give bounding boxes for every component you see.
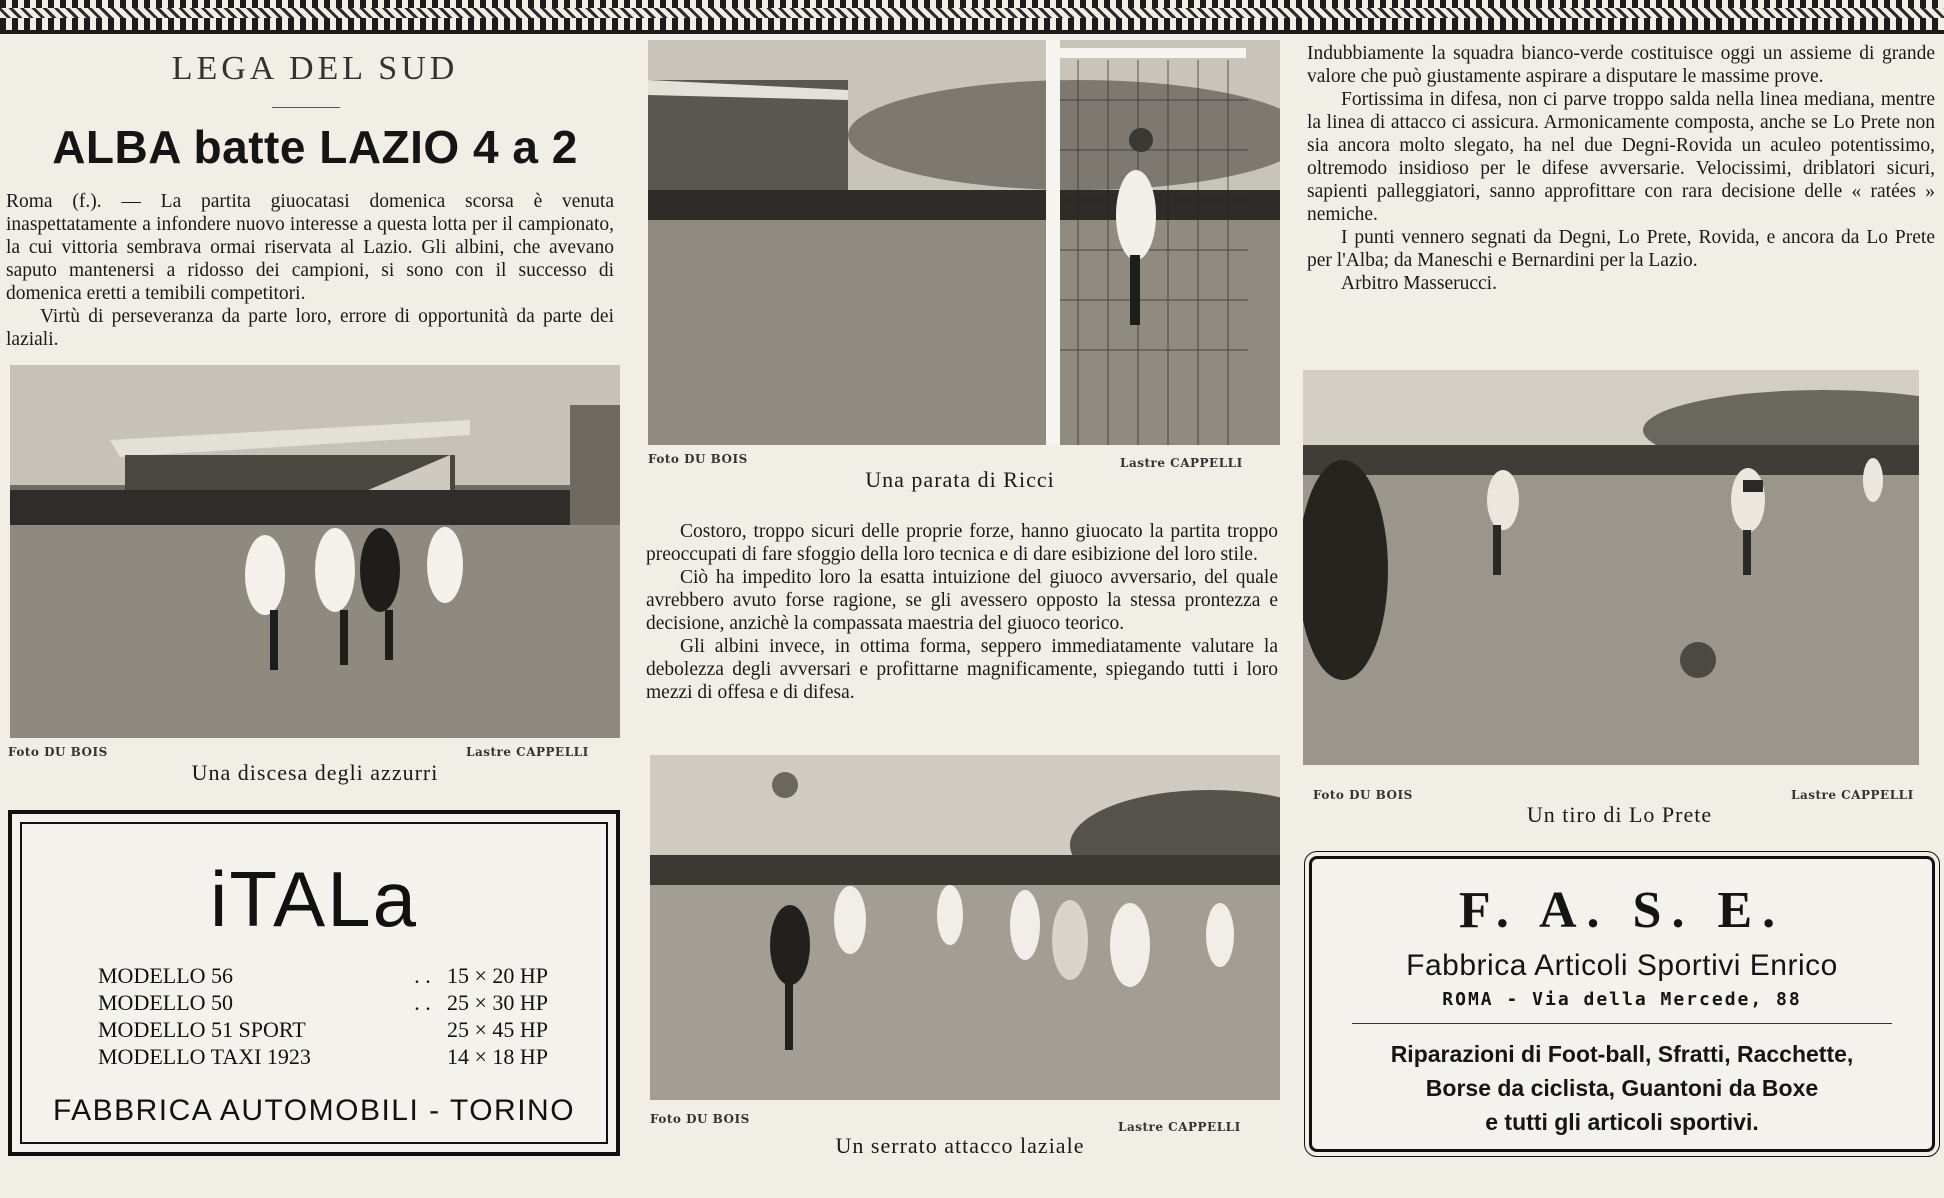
photo-attacco-laziale (650, 755, 1280, 1100)
article-paragraph: Indubbiamente la squadra bianco-verde costituisce oggi un assieme di grande valore che può giustamente aspirare a disputare le massime prove. (1307, 43, 1935, 87)
fase-line: e tutti gli articoli sportivi. (1485, 1109, 1759, 1135)
model-name: MODELLO 50 (98, 990, 234, 1015)
photo-caption: Una discesa degli azzurri (191, 760, 439, 785)
photo-credit: Lastre CAPPELLI (1120, 456, 1243, 470)
model-power: 25 × 30 HP (446, 990, 548, 1015)
model-row (98, 1043, 548, 1070)
photo-credit: Foto DU BOIS (8, 745, 108, 759)
article-paragraph: I punti vennero segnati da Degni, Lo Prete, Rovida, e ancora da Lo Prete per l'Alba; da Maneschi e Bernardini per la Lazio. (1307, 227, 1935, 271)
article-paragraph: Virtù di perseveranza da parte loro, errore di opportunità da parte dei laziali. (6, 306, 614, 350)
fase-divider (1352, 1023, 1892, 1024)
headline: ALBA batte LAZIO 4 a 2 (52, 121, 578, 173)
model-row (98, 962, 548, 989)
model-name: MODELLO 51 SPORT (98, 1017, 306, 1042)
fase-title: F. A. S. E. (1458, 882, 1786, 939)
photo-tiro-lo-prete (1303, 370, 1919, 765)
photo-caption: Una parata di Ricci (865, 467, 1055, 492)
model-name: MODELLO 56 (98, 963, 234, 988)
article-paragraph: Gli albini invece, in ottima forma, seppero immediatamente valutare la debolezza degli avversari e profittarne magnificamente, spiegando tutti i loro mezzi di offesa e di difesa. (646, 636, 1278, 703)
photo-credit: Foto DU BOIS (648, 452, 748, 466)
fase-services (1312, 1037, 1932, 1139)
model-row (98, 1016, 548, 1043)
model-power: 25 × 45 HP (446, 1017, 548, 1042)
model-power: 15 × 20 HP (446, 963, 548, 988)
photo-discesa-azzurri (10, 365, 620, 738)
column-left (0, 30, 630, 1198)
decorative-border (0, 0, 1944, 34)
section-title: LEGA DEL SUD (171, 50, 459, 87)
model-dots: . . (414, 990, 431, 1015)
article-paragraph: Arbitro Masserucci. (1341, 273, 1497, 294)
article-text-col1 (6, 190, 614, 351)
fase-line: Borse da ciclista, Guantoni da Boxe (1425, 1075, 1819, 1101)
fase-line: Riparazioni di Foot-ball, Sfratti, Racchette, (1390, 1041, 1854, 1067)
model-row (98, 989, 548, 1016)
itala-models-list (98, 962, 548, 1070)
photo-caption: Un tiro di Lo Prete (1526, 802, 1713, 827)
ad-fase (1309, 856, 1935, 1152)
photo-credit: Lastre CAPPELLI (1791, 788, 1914, 802)
model-power: 14 × 18 HP (446, 1044, 548, 1069)
column-right (1295, 30, 1944, 1198)
itala-logo: iTALa (210, 855, 418, 943)
article-paragraph: Costoro, troppo sicuri delle proprie forze, hanno giuocato la partita troppo preoccupati di fare sfoggio della loro tecnica e di dare esibizione del loro stile. (646, 521, 1278, 565)
article-text-col3 (1307, 42, 1935, 295)
fase-subtitle: Fabbrica Articoli Sportivi Enrico (1406, 949, 1838, 982)
fase-address: ROMA - Via della Mercede, 88 (1442, 989, 1802, 1010)
article-paragraph: Roma (f.). — La partita giuocatasi domenica scorsa è venuta inaspettatamente a infondere nuovo interesse a questa lotta per il campionato, la cui vittoria sembrava ormai riservata al Lazio. Gli albini, che avevano saputo mantenersi a ridosso dei campioni, si sono con il successo di domenica eretti a temibili competitori. (6, 191, 614, 304)
ad-itala (8, 810, 620, 1156)
photo-parata-ricci (648, 40, 1280, 445)
photo-credit: Lastre CAPPELLI (466, 745, 589, 759)
column-middle (640, 30, 1280, 1198)
article-text-col2 (646, 520, 1278, 704)
itala-footer: FABBRICA AUTOMOBILI - TORINO (52, 1094, 576, 1127)
photo-credit: Lastre CAPPELLI (1118, 1120, 1241, 1134)
article-paragraph: Fortissima in difesa, non ci parve troppo salda nella linea mediana, mentre la linea di attacco ci assicura. Armonicamente composta, anche se Lo Prete non sia ancora molto slegato, ha nel due Degni-Rovida un aculeo potentissimo, oltremodo insidioso per le difese avversarie. Velocissimi, driblatori sicuri, sapienti palleggiatori, sanno approfittare con rara decisione delle « ratées » nemiche. (1307, 89, 1935, 225)
photo-credit: Foto DU BOIS (650, 1112, 750, 1126)
photo-credit: Foto DU BOIS (1313, 788, 1413, 802)
model-name: MODELLO TAXI 1923 (98, 1044, 311, 1069)
section-rule (272, 107, 340, 108)
photo-caption: Un serrato attacco laziale (835, 1133, 1085, 1158)
model-dots: . . (414, 963, 431, 988)
article-paragraph: Ciò ha impedito loro la esatta intuizione del giuoco avversario, del quale avrebbero avuto forse ragione, se gli avessero opposto la stessa prontezza e decisione, anzichè la compassata maestria del giuoco teorico. (646, 567, 1278, 634)
